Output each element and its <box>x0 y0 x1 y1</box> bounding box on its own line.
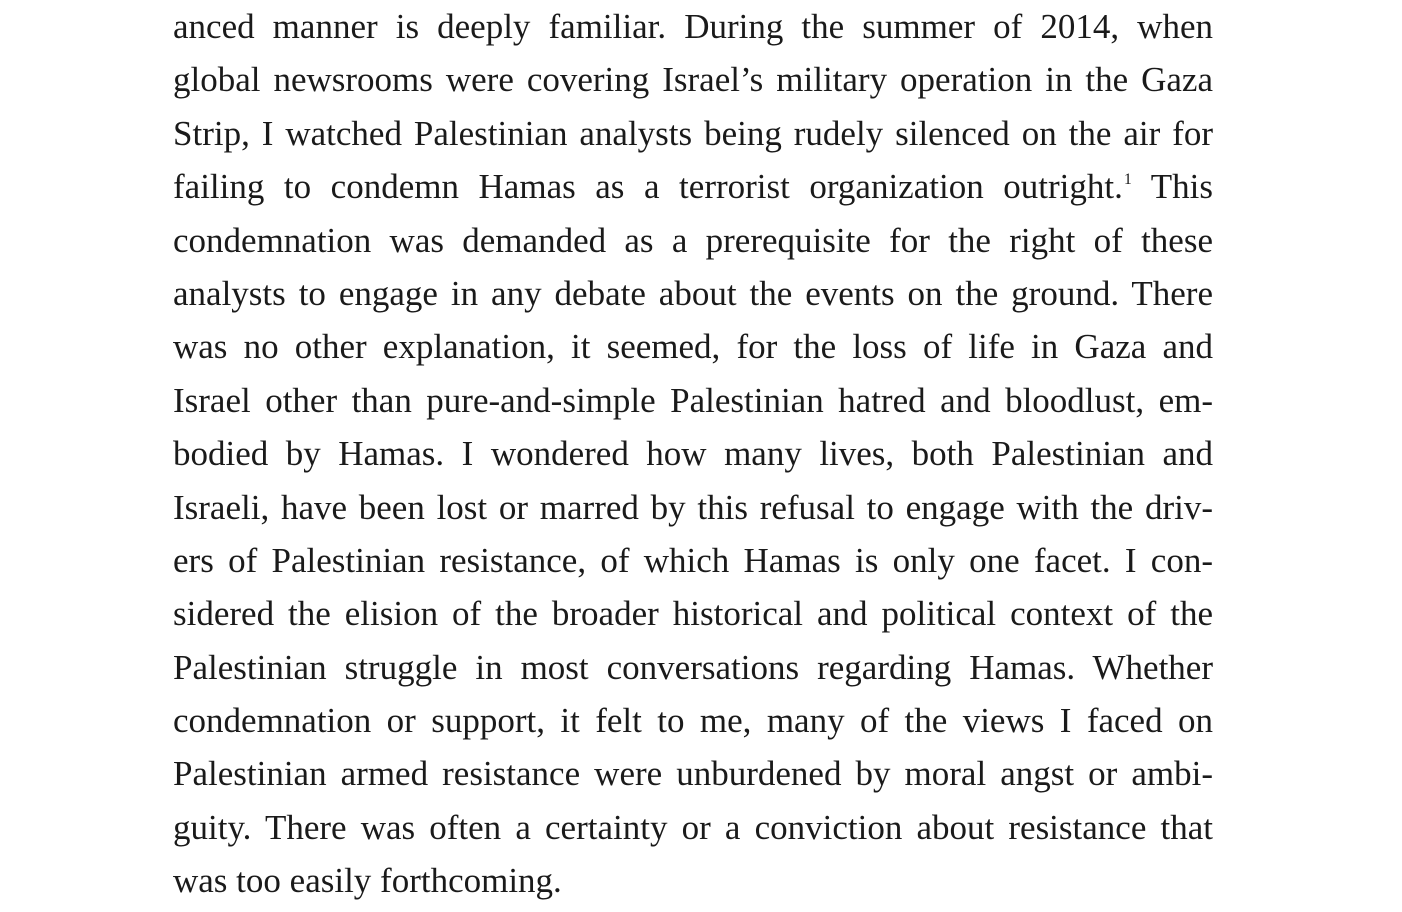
book-page <box>173 0 1213 908</box>
text-line-17: was too easily forthcoming. <box>173 861 562 901</box>
text-line-16: guity. There was often a certainty or a conviction about resistance that <box>173 807 1213 847</box>
text-line-2: global newsrooms were covering Israel’s military operation in the Gaza <box>173 60 1213 100</box>
footnote-marker[interactable]: 1 <box>1123 171 1132 189</box>
text-line-13: Palestinian struggle in most conversations regarding Hamas. Whether <box>173 647 1213 687</box>
text-line-5: condemnation was demanded as a prerequisite for the right of these <box>173 220 1213 260</box>
text-line-4 <box>173 160 1213 213</box>
text-line-12: sidered the elision of the broader historical and political context of the <box>173 594 1213 634</box>
text-line-3: Strip, I watched Palestinian analysts being rudely silenced on the air for <box>173 113 1213 153</box>
text-line-14: condemnation or support, it felt to me, many of the views I faced on <box>173 701 1213 741</box>
text-line-1: anced manner is deeply familiar. During the summer of 2014, when <box>173 7 1213 46</box>
text-line-6: analysts to engage in any debate about the events on the ground. There <box>173 273 1213 313</box>
text-line-8: Israel other than pure-and-simple Palestinian hatred and bloodlust, em- <box>173 380 1213 420</box>
text-line-9: bodied by Hamas. I wondered how many lives, both Palestinian and <box>173 434 1213 474</box>
text-line-7: was no other explanation, it seemed, for the loss of life in Gaza and <box>173 327 1213 367</box>
text-line-4-tail: This <box>1150 167 1213 207</box>
text-line-15: Palestinian armed resistance were unburdened by moral angst or ambi- <box>173 754 1213 794</box>
text-line-4-body: failing to condemn Hamas as a terrorist organization outright. <box>173 167 1123 207</box>
text-line-10: Israeli, have been lost or marred by this refusal to engage with the driv- <box>173 487 1213 527</box>
text-line-11: ers of Palestinian resistance, of which Hamas is only one facet. I con- <box>173 540 1213 580</box>
